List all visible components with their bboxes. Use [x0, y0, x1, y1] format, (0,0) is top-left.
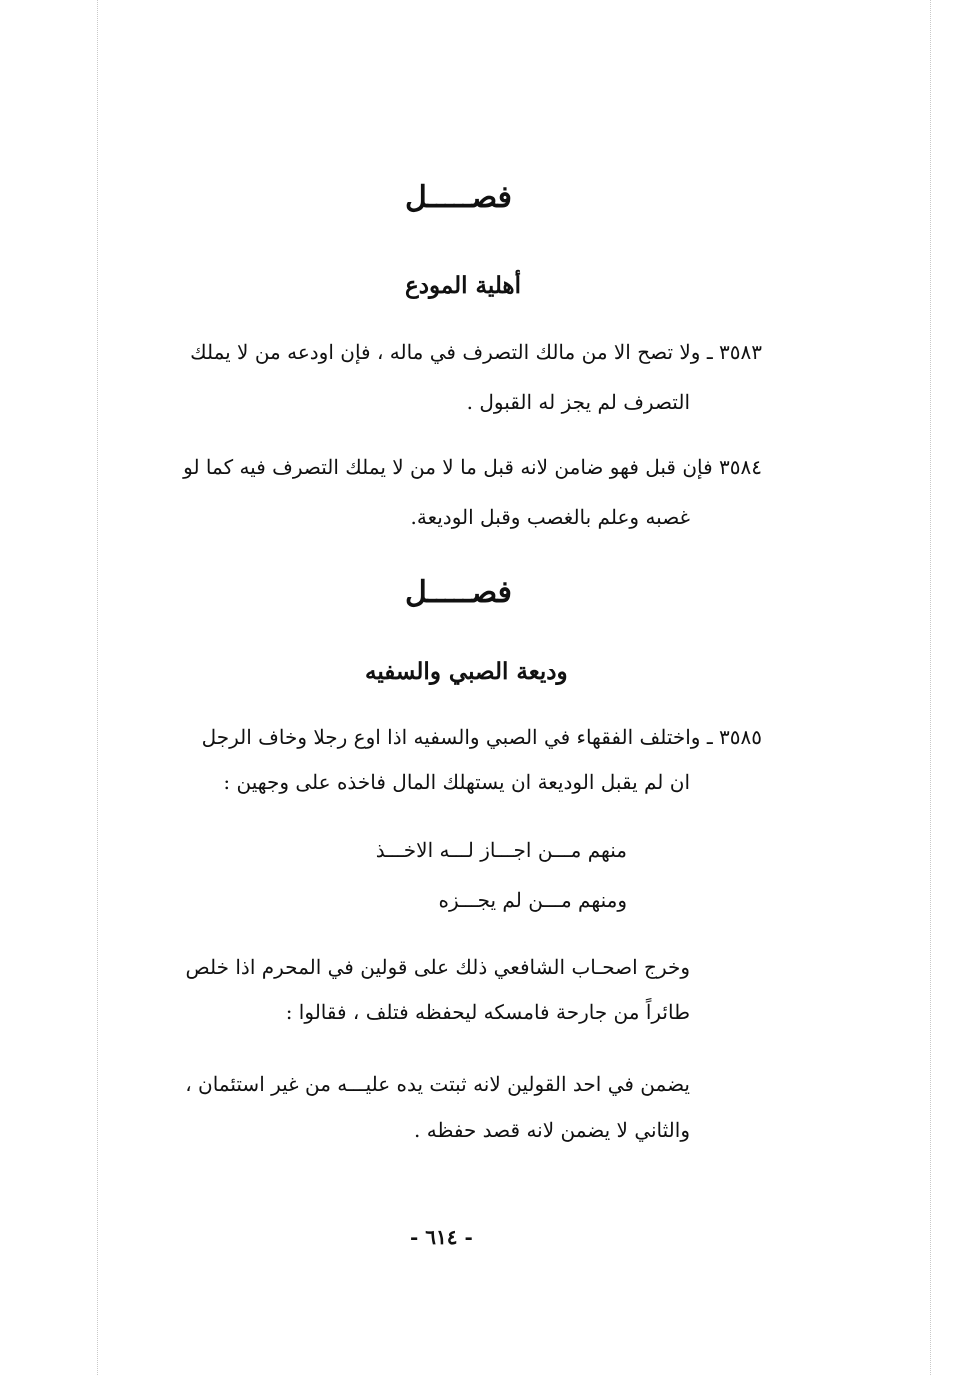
paragraph-3584-line-2: غصبه وعلم بالغصب وقبل الوديعة.: [410, 505, 690, 529]
paragraph-3585-line-1: ٣٥٨٥ ـ واختلف الفقهاء في الصبي والسفيه اذا اوع رجلا وخاف الرجل: [201, 725, 762, 749]
liability-paragraph-line-1: يضمن في احد القولين لانه ثبتت يده عليـــه من غير استئمان ،: [185, 1072, 690, 1096]
shafii-paragraph-line-1: وخرج اصحـاب الشافعي ذلك على قولين في المحرم اذا خلص: [185, 955, 690, 979]
scan-guide-line: [930, 0, 931, 1375]
opinion-line-2: ومنهم مـــن لم يجـــزه: [438, 888, 627, 912]
section-subtitle: وديعة الصبي والسفيه: [365, 658, 568, 685]
page-number: - ٦١٤ -: [410, 1225, 473, 1249]
section-title: فصـــــل: [405, 180, 513, 215]
section-title: فصـــــل: [405, 575, 513, 610]
opinion-line-1: منهم مـــن اجـــاز لـــه الاخـــذ: [375, 838, 627, 862]
paragraph-3584-line-1: ٣٥٨٤ فإن قبل فهو ضامن لانه قبل ما لا من لا يملك التصرف فيه كما لو: [183, 455, 762, 479]
liability-paragraph-line-2: والثاني لا يضمن لانه قصد حفظه .: [414, 1118, 690, 1142]
scan-guide-line: [97, 0, 98, 1375]
paragraph-3583-line-2: التصرف لم يجز له القبول .: [466, 390, 690, 414]
paragraph-3583-line-1: ٣٥٨٣ ـ ولا تصح الا من مالك التصرف في ماله ، فإن اودعه من لا يملك: [190, 340, 762, 364]
paragraph-3585-line-2: ان لم يقبل الوديعة ان يستهلك المال فاخذه على وجهين :: [223, 770, 690, 794]
section-subtitle: أهلية المودع: [405, 272, 521, 299]
shafii-paragraph-line-2: طائراً من جارحة فامسكه ليحفظه فتلف ، فقالوا :: [285, 1000, 690, 1024]
